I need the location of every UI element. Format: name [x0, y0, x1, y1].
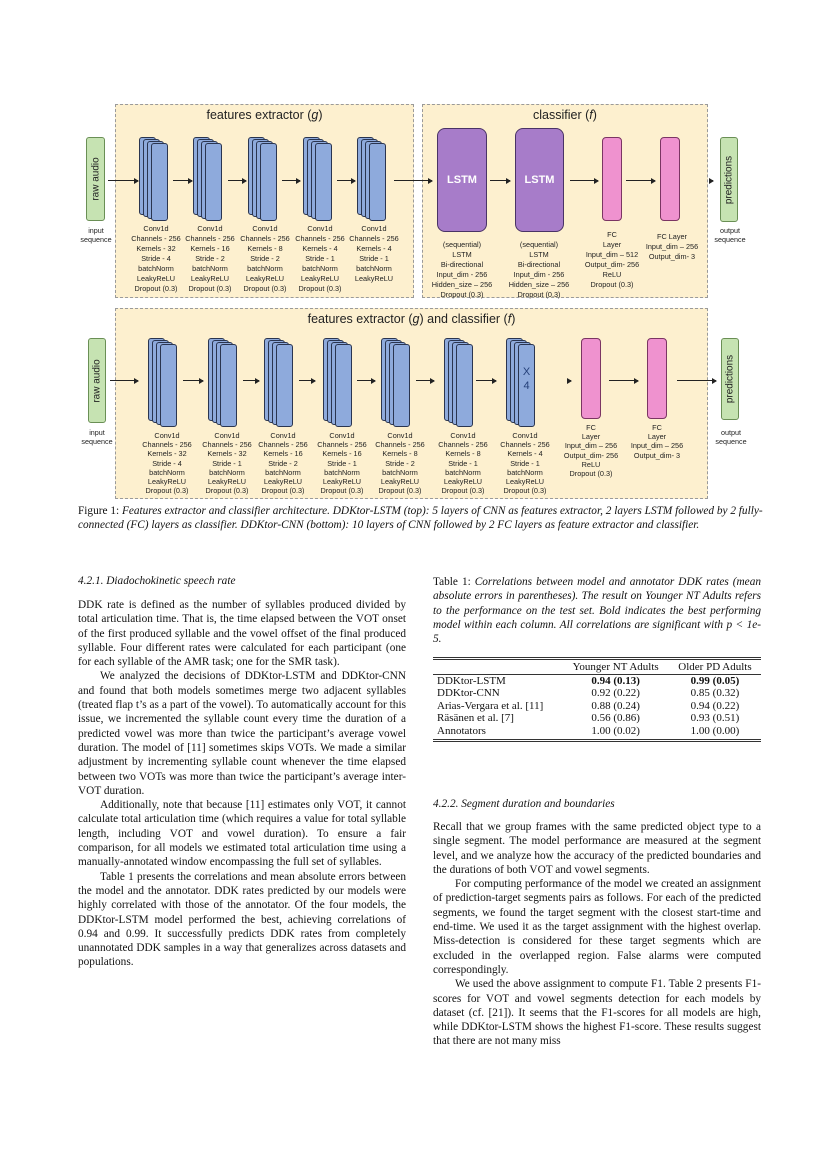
- bottom-conv-label-4-line: batchNorm: [324, 467, 360, 477]
- top-conv-label-2-line: Channels - 256: [185, 234, 235, 243]
- top-conv-label-4-line: Channels - 256: [295, 234, 345, 243]
- top-output-caption: output sequence: [714, 226, 746, 244]
- bottom-arrow-4: [299, 380, 315, 381]
- bottom-conv-label-6-line: LeakyReLU: [443, 477, 483, 487]
- score-cell: 1.00 (0.02): [591, 724, 640, 737]
- bottom-conv-label-3-line: batchNorm: [265, 467, 301, 477]
- lstm-block-2: LSTM: [515, 128, 564, 232]
- top-raw-audio-block: raw audio: [86, 137, 105, 221]
- bottom-fc-label-1-line: Input_dim – 256: [564, 441, 618, 451]
- table-row: [433, 687, 761, 700]
- bottom-conv-label-5-line: LeakyReLU: [380, 477, 420, 487]
- top-conv-label-1-line: Kernels - 32: [136, 244, 176, 253]
- bottom-conv-label-5-line: Channels - 256: [375, 440, 425, 450]
- top-arrow-1: [108, 180, 138, 181]
- lstm-label-1-line: Bi-directional: [440, 260, 484, 269]
- bottom-conv-label-4-line: Stride - 1: [327, 458, 357, 468]
- bottom-conv-label-7-line: Channels - 256: [500, 440, 550, 450]
- paragraph: DDK rate is defined as the number of syllables produced divided by total articulation time. That is, the time elapsed between the VOT onset of the first produced syllable and the vowel offset of the final produced syllable. Four different rates were calculated for each participant (one for each syllable of the AMR task; one for the SMR task).: [78, 599, 406, 669]
- top-conv-label-2: [185, 224, 235, 294]
- paragraph: We analyzed the decisions of DDKtor-LSTM and DDKtor-CNN and found that both models sometimes merge two adjacent syllables (treated flap t’s as a part of the vowel). To automatically account for this issue, we incremented the syllable count every time the duration of a predicted vowel was more than twice the participant’s average vowel duration. The model of [11] sometimes skips VOTs. We made a similar adjustment by incrementing syllable count whenever the time elapsed between two VOTs was more than twice the participant’s average inter-VOT duration.: [78, 670, 406, 797]
- model-name-cell: Räsänen et al. [7]: [437, 712, 514, 725]
- score-cell: 0.85 (0.32): [690, 687, 740, 700]
- top-fc-label-1-line: ReLU: [602, 270, 622, 279]
- repeat-label-line: 4: [523, 379, 530, 392]
- top-conv-block-5-layer: [369, 143, 386, 221]
- bottom-arrow-9: [609, 380, 638, 381]
- score-cell: 0.94 (0.13): [591, 674, 640, 687]
- top-conv-label-2-line: LeakyReLU: [190, 274, 230, 283]
- top-conv-label-3-line: Channels - 256: [240, 234, 290, 243]
- paragraph: For computing performance of the model we created an assignment of prediction-target segments pairs as follows. For each of the predicted segments, we found the target segment with the closest start-time and end-time. We used it as the target assignment with the highest overlap. Miss-detection is considered for these target segments which are excluded in the overlapped region. False alarms were computed correspondingly.: [433, 878, 761, 976]
- column-header: Younger NT Adults: [572, 661, 659, 673]
- top-conv-label-2-line: Stride - 2: [195, 254, 225, 263]
- top-conv-block-3-layer: [260, 143, 277, 221]
- bottom-fc-label-2-line: Layer: [647, 432, 667, 442]
- top-conv-label-5-line: Channels - 256: [349, 234, 399, 243]
- top-conv-label-5-line: batchNorm: [356, 264, 392, 273]
- bottom-conv-block-5-layer: [393, 344, 410, 427]
- model-name-cell: Arias-Vergara et al. [11]: [437, 699, 544, 712]
- top-conv-label-5-line: Conv1d: [361, 224, 387, 233]
- top-fc-label-1-line: Dropout (0.3): [590, 280, 634, 289]
- bottom-conv-label-1: [142, 431, 192, 495]
- top-conv-label-4-line: Stride - 1: [305, 254, 335, 263]
- bottom-conv-label-6-line: batchNorm: [445, 467, 481, 477]
- bottom-conv-label-2-line: Dropout (0.3): [205, 486, 249, 496]
- column-header: Older PD Adults: [678, 661, 752, 673]
- bottom-fc-label-2-line: Input_dim – 256: [630, 441, 684, 451]
- bottom-conv-label-6-line: Channels - 256: [438, 440, 488, 450]
- score-cell: 0.56 (0.86): [591, 712, 640, 725]
- top-predictions-block: predictions: [720, 137, 738, 222]
- table-row: [433, 725, 761, 738]
- score-cell: 0.92 (0.22): [591, 687, 640, 700]
- top-conv-label-2-line: Conv1d: [197, 224, 223, 233]
- top-fc-label-2: [646, 232, 698, 262]
- table-row: [433, 700, 761, 713]
- bottom-conv-label-6-line: Stride - 1: [448, 458, 478, 468]
- bottom-conv-label-4-line: Kernels - 16: [322, 449, 362, 459]
- bottom-conv-label-6-line: Kernels - 8: [445, 449, 481, 459]
- bottom-predictions-block: predictions: [721, 338, 739, 420]
- figure-caption: Figure 1: Features extractor and classifier architecture. DDKtor-LSTM (top): 5 layers of CNN as features extractor, 2 layers LSTM followed by 2 fully-connected (FC) layers as classifier. DDKtor-CNN (bottom): 10 layers of CNN followed by 2 FC layers as feature extractor and classifier.: [78, 505, 763, 532]
- bottom-conv-label-5-line: Kernels - 8: [382, 449, 418, 459]
- bottom-conv-label-4-line: Conv1d: [329, 431, 355, 440]
- top-conv-label-3-line: LeakyReLU: [245, 274, 285, 283]
- paragraph: Recall that we group frames with the same predicted object type to a single segment. The model performance are measured at the segment level, and we analyze how the accuracy of the predicted boundaries and the durations of both VOT and vowel segments.: [433, 821, 761, 876]
- bottom-conv-label-6-line: Dropout (0.3): [441, 486, 485, 496]
- top-fc-block-1: [602, 137, 622, 221]
- bottom-conv-block-3-layer: [276, 344, 293, 427]
- top-arrow-7: [490, 180, 510, 181]
- bottom-fc-label-1-line: FC: [586, 423, 596, 432]
- table-caption: Table 1: Correlations between model and annotator DDK rates (mean absolute errors in parentheses). The result on Younger NT Adults refers to the performance on the test set. Bold indicates the best performing model within each column. All correlations are significant with p < 1e-5.: [433, 576, 761, 646]
- bottom-conv-label-4-line: Dropout (0.3): [320, 486, 364, 496]
- top-conv-label-4-line: Conv1d: [307, 224, 333, 233]
- bottom-conv-label-7-line: LeakyReLU: [505, 477, 545, 487]
- model-name-cell: DDKtor-LSTM: [437, 674, 506, 687]
- score-cell: 0.93 (0.51): [690, 712, 740, 725]
- bottom-conv-label-2-line: Stride - 1: [212, 458, 242, 468]
- bottom-conv-label-5-line: Dropout (0.3): [378, 486, 422, 496]
- top-conv-label-5-line: LeakyReLU: [354, 274, 394, 283]
- bottom-arrow-6: [416, 380, 434, 381]
- repeat-label-line: X: [522, 365, 531, 378]
- top-conv-label-3: [240, 224, 290, 294]
- top-conv-block-5: [357, 137, 387, 221]
- paragraph: Table 1 presents the correlations and mean absolute errors between the model and the annotator. DDK rates predicted by our models were highly correlated with those of the annotator. Of the four models, the DDKtor-LSTM model performed the best, achieving correlations of 0.94 and 0.99. It successfully predicts DDK rates from completely unannotated DDK samples in a way that generalizes across datasets and populations.: [78, 870, 406, 969]
- bottom-conv-label-7-line: Kernels - 4: [507, 449, 543, 459]
- top-conv-label-4: [295, 224, 345, 294]
- bottom-conv-block-6: [444, 338, 474, 427]
- top-conv-label-1-line: Dropout (0.3): [134, 284, 178, 293]
- score-cell: 0.88 (0.24): [591, 699, 640, 712]
- top-conv-label-5-line: Stride - 1: [359, 254, 389, 263]
- section-heading-4-2-2: 4.2.2. Segment duration and boundaries: [433, 798, 615, 810]
- top-conv-label-1-line: Stride - 4: [141, 254, 171, 263]
- bottom-arrow-3: [243, 380, 259, 381]
- top-conv-block-4-layer: [315, 143, 332, 221]
- right-column-text: [433, 820, 761, 1049]
- model-name-cell: Annotators: [437, 724, 486, 737]
- top-conv-label-5-line: Kernels - 4: [356, 244, 392, 253]
- bottom-conv-label-4-line: Channels - 256: [317, 440, 367, 450]
- bottom-conv-label-1-line: batchNorm: [149, 467, 185, 477]
- top-conv-label-4-line: batchNorm: [302, 264, 338, 273]
- bottom-conv-label-2-line: batchNorm: [209, 467, 245, 477]
- score-cell: 1.00 (0.00): [690, 724, 740, 737]
- lstm-label-2-line: Bi-directional: [517, 260, 561, 269]
- bottom-conv-label-4: [317, 431, 367, 495]
- top-conv-block-3: [248, 137, 278, 221]
- score-cell: 0.94 (0.22): [690, 699, 740, 712]
- lstm-label-1-line: LSTM: [452, 250, 472, 259]
- table-row: [433, 674, 761, 687]
- top-arrow-6: [394, 180, 432, 181]
- lstm-label-1-line: (sequential): [442, 240, 482, 249]
- bottom-arrow-2: [183, 380, 203, 381]
- lstm-block-1: LSTM: [437, 128, 487, 232]
- lstm-label-2: [509, 240, 569, 300]
- top-conv-block-1-layer: [151, 143, 168, 221]
- model-name-cell: DDKtor-CNN: [437, 687, 500, 700]
- top-arrow-8: [570, 180, 598, 181]
- lstm-label-2-line: (sequential): [519, 240, 559, 249]
- score-cell: 0.99 (0.05): [690, 674, 740, 687]
- bottom-conv-block-6-layer: [456, 344, 473, 427]
- bottom-arrow-7: [476, 380, 496, 381]
- bottom-arrow-1: [110, 380, 138, 381]
- top-arrow-9: [626, 180, 655, 181]
- bottom-fc-label-2: [631, 423, 683, 460]
- paragraph: We used the above assignment to compute F1. Table 2 presents F1-scores for VOT and vowel segments detection for each models by dataset (cf. [21]). It seems that the F1-scores for all models are high, while DDKtor-LSTM shows the highest F1-score. These results suggest that there are not many miss: [433, 978, 761, 1048]
- lstm-label-2-line: Dropout (0.3): [517, 290, 561, 299]
- top-conv-block-1: [139, 137, 169, 221]
- bottom-conv-block-2-layer: [220, 344, 237, 427]
- bottom-fc-label-1-line: Dropout (0.3): [569, 469, 613, 479]
- bottom-fc-label-2-line: FC: [652, 423, 662, 432]
- top-conv-label-3-line: Stride - 2: [250, 254, 280, 263]
- top-conv-block-2-layer: [205, 143, 222, 221]
- bottom-conv-block-7: [506, 338, 536, 427]
- bottom-title: features extractor (g) and classifier (f): [307, 312, 516, 326]
- section-heading-4-2-1: 4.2.1. Diadochokinetic speech rate: [78, 575, 236, 587]
- top-conv-label-1-line: Channels - 256: [131, 234, 181, 243]
- top-conv-label-1: [131, 224, 181, 294]
- bottom-conv-label-7-line: Stride - 1: [510, 458, 540, 468]
- bottom-conv-block-2: [208, 338, 238, 427]
- bottom-output-caption: output sequence: [715, 428, 747, 446]
- bottom-conv-label-1-line: Conv1d: [154, 431, 180, 440]
- bottom-fc-label-1-line: Layer: [581, 432, 601, 442]
- top-conv-label-4-line: LeakyReLU: [300, 274, 340, 283]
- top-input-caption: input sequence: [80, 226, 112, 244]
- table-row: [433, 712, 761, 725]
- bottom-fc-label-1-line: ReLU: [581, 459, 601, 469]
- bottom-fc-label-2-line: Output_dim- 3: [633, 450, 681, 460]
- bottom-conv-label-3-line: LeakyReLU: [263, 477, 303, 487]
- bottom-conv-label-3-line: Kernels - 16: [263, 449, 303, 459]
- top-conv-label-3-line: Kernels - 8: [247, 244, 283, 253]
- bottom-fc-label-1-line: Output_dim- 256: [563, 450, 619, 460]
- top-conv-label-1-line: LeakyReLU: [136, 274, 176, 283]
- bottom-fc-block-1: [581, 338, 601, 419]
- top-conv-label-2-line: batchNorm: [192, 264, 228, 273]
- top-conv-label-3-line: Dropout (0.3): [243, 284, 287, 293]
- bottom-conv-block-4: [323, 338, 353, 427]
- bottom-conv-label-1-line: Channels - 256: [142, 440, 192, 450]
- bottom-conv-label-3-line: Channels - 256: [258, 440, 308, 450]
- bottom-conv-block-3: [264, 338, 294, 427]
- top-conv-label-1-line: Conv1d: [143, 224, 169, 233]
- top-features-title: features extractor (g): [206, 108, 323, 122]
- left-column-text: [78, 598, 406, 970]
- bottom-conv-label-4-line: LeakyReLU: [322, 477, 362, 487]
- bottom-conv-label-1-line: Dropout (0.3): [145, 486, 189, 496]
- bottom-conv-block-1-layer: [160, 344, 177, 427]
- bottom-arrow-10: [677, 380, 716, 381]
- bottom-conv-block-5: [381, 338, 411, 427]
- lstm-label-2-line: LSTM: [529, 250, 549, 259]
- lstm-label-2-line: Hidden_size – 256: [508, 280, 570, 289]
- top-fc-label-1-line: FC: [607, 230, 617, 239]
- bottom-conv-label-2-line: Conv1d: [214, 431, 240, 440]
- bottom-raw-audio-block: raw audio: [88, 338, 106, 423]
- bottom-conv-label-3-line: Conv1d: [270, 431, 296, 440]
- top-fc-label-1-line: Output_dim- 256: [584, 260, 640, 269]
- lstm-label-1-line: Hidden_size – 256: [431, 280, 493, 289]
- bottom-conv-label-1-line: Stride - 4: [152, 458, 182, 468]
- bottom-conv-block-1: [148, 338, 178, 427]
- top-arrow-5: [337, 180, 355, 181]
- top-fc-label-2-line: Output_dim- 3: [648, 252, 696, 261]
- top-conv-label-2-line: Dropout (0.3): [188, 284, 232, 293]
- top-fc-block-2: [660, 137, 680, 221]
- bottom-conv-label-5-line: Stride - 2: [385, 458, 415, 468]
- bottom-conv-label-7-line: Conv1d: [512, 431, 538, 440]
- top-conv-block-2: [193, 137, 223, 221]
- bottom-conv-label-2: [202, 431, 252, 495]
- bottom-conv-label-7-line: Dropout (0.3): [503, 486, 547, 496]
- top-arrow-3: [228, 180, 246, 181]
- lstm-label-1-line: Input_dim - 256: [436, 270, 488, 279]
- bottom-conv-label-5-line: batchNorm: [382, 467, 418, 477]
- bottom-conv-label-1-line: LeakyReLU: [147, 477, 187, 487]
- bottom-conv-label-3-line: Dropout (0.3): [261, 486, 305, 496]
- results-table: [433, 657, 761, 742]
- bottom-conv-label-7-line: batchNorm: [507, 467, 543, 477]
- bottom-conv-label-1-line: Kernels - 32: [147, 449, 187, 459]
- lstm-label-1: [432, 240, 492, 300]
- top-conv-block-4: [303, 137, 333, 221]
- paragraph: Additionally, note that because [11] estimates only VOT, it cannot calculate total articulation time (which requires a value for total syllable length, including VOT and vowel duration). To ensure a fair comparison, for all models we estimated total articulation time using a manually-annotated window encompassing the full set of syllables.: [78, 799, 406, 869]
- bottom-conv-label-5: [375, 431, 425, 495]
- top-conv-label-2-line: Kernels - 16: [190, 244, 230, 253]
- top-conv-label-4-line: Dropout (0.3): [298, 284, 342, 293]
- bottom-conv-label-5-line: Conv1d: [387, 431, 413, 440]
- top-conv-label-4-line: Kernels - 4: [302, 244, 338, 253]
- bottom-conv-label-2-line: LeakyReLU: [207, 477, 247, 487]
- repeat-label: [518, 365, 535, 393]
- bottom-input-caption: input sequence: [81, 428, 113, 446]
- top-fc-label-1-line: Input_dim – 512: [585, 250, 639, 259]
- top-fc-label-2-line: Input_dim – 256: [645, 242, 699, 251]
- top-arrow-10: [710, 180, 713, 181]
- bottom-conv-label-3: [258, 431, 308, 495]
- top-conv-label-1-line: batchNorm: [138, 264, 174, 273]
- bottom-fc-block-2: [647, 338, 667, 419]
- bottom-arrow-5: [357, 380, 375, 381]
- lstm-label-2-line: Input_dim - 256: [513, 270, 565, 279]
- table-header-row: [433, 661, 761, 674]
- bottom-conv-label-6: [438, 431, 488, 495]
- bottom-conv-label-3-line: Stride - 2: [268, 458, 298, 468]
- column-header: [433, 661, 562, 674]
- top-classifier-title: classifier (f): [533, 108, 597, 122]
- lstm-label-1-line: Dropout (0.3): [440, 290, 484, 299]
- bottom-conv-label-2-line: Channels - 256: [202, 440, 252, 450]
- top-fc-label-2-line: FC Layer: [656, 232, 687, 241]
- top-arrow-2: [173, 180, 192, 181]
- top-conv-label-5: [349, 224, 399, 284]
- top-fc-label-1: [585, 230, 639, 290]
- bottom-conv-label-7: [500, 431, 550, 495]
- top-fc-label-1-line: Layer: [602, 240, 622, 249]
- top-arrow-4: [282, 180, 300, 181]
- bottom-fc-label-1: [564, 423, 618, 478]
- bottom-conv-label-6-line: Conv1d: [450, 431, 476, 440]
- top-conv-label-3-line: batchNorm: [247, 264, 283, 273]
- bottom-conv-label-2-line: Kernels - 32: [207, 449, 247, 459]
- bottom-conv-block-4-layer: [335, 344, 352, 427]
- bottom-arrow-8: [568, 380, 571, 381]
- top-conv-label-3-line: Conv1d: [252, 224, 278, 233]
